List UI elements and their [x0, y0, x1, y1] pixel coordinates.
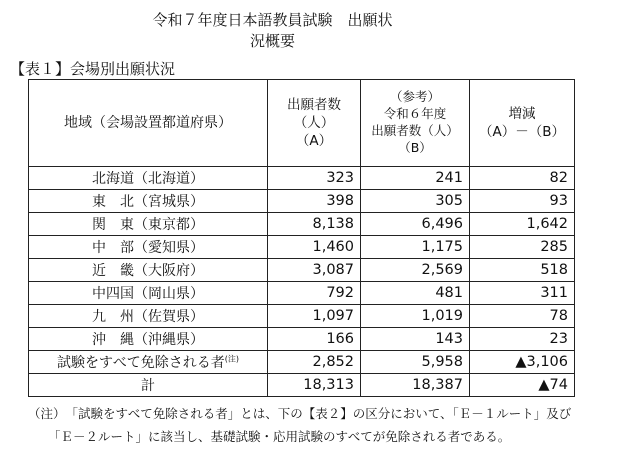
difference-cell-text: 23	[549, 331, 568, 347]
applicants-b-cell-text: 305	[435, 193, 463, 209]
applicants-b-cell	[361, 282, 470, 305]
region-cell	[29, 328, 268, 351]
difference-cell	[470, 167, 575, 190]
region-cell-text: 九 州（佐賀県）	[92, 309, 204, 325]
table-row	[29, 259, 575, 282]
header-a-line: （人）	[293, 114, 335, 131]
applicants-b-cell-text: 5,958	[421, 354, 463, 370]
difference-cell	[470, 213, 575, 236]
applicants-b-cell	[361, 213, 470, 236]
table-row	[29, 236, 575, 259]
applicants-a-cell-text: 323	[326, 170, 354, 186]
applicants-a-cell-text: 2,852	[312, 354, 354, 370]
difference-cell-text: 78	[549, 308, 568, 324]
region-cell-text: 東 北（宮城県）	[92, 194, 204, 210]
applicants-a-cell-text: 18,313	[303, 377, 354, 393]
table-row	[29, 167, 575, 190]
applicants-a-cell-text: 3,087	[312, 262, 354, 278]
applicants-b-cell	[361, 305, 470, 328]
applicants-a-cell-text: 1,460	[312, 239, 354, 255]
region-cell	[29, 213, 268, 236]
difference-cell	[470, 351, 575, 374]
applicants-a-cell-text: 398	[326, 193, 354, 209]
applicants-b-cell-text: 18,387	[412, 377, 463, 393]
footnote-line-2: 「Ｅ－２ルート」に該当し、基礎試験・応用試験のすべてが免除される者である。	[48, 429, 511, 444]
region-cell-text: 中 部（愛知県）	[92, 240, 204, 256]
header-b-line: 出願者数（人）	[371, 123, 459, 138]
difference-cell	[470, 236, 575, 259]
region-cell	[29, 282, 268, 305]
table-row	[29, 282, 575, 305]
applicants-b-cell	[361, 167, 470, 190]
header-a-line: （A）	[295, 133, 333, 150]
region-cell-text: 試験をすべて免除される者	[57, 355, 225, 371]
difference-cell-text: 93	[549, 193, 568, 209]
table-row	[29, 374, 575, 397]
applicants-a-cell	[268, 374, 361, 397]
header-region: 地域（会場設置都道府県）	[29, 80, 268, 167]
region-cell	[29, 236, 268, 259]
applicants-b-cell-text: 2,569	[421, 262, 463, 278]
difference-cell-text: ▲3,106	[515, 354, 568, 370]
note-mark: (注)	[224, 354, 239, 364]
applicants-a-cell	[268, 282, 361, 305]
applicants-a-cell	[268, 328, 361, 351]
region-cell-text: 北海道（北海道）	[92, 171, 204, 187]
region-cell	[29, 351, 268, 374]
difference-cell-text: 1,642	[526, 216, 568, 232]
region-cell	[29, 167, 268, 190]
header-b-line: （B）	[398, 139, 432, 155]
applicants-b-cell	[361, 374, 470, 397]
table-caption: 【表１】会場別出願状況	[10, 60, 176, 78]
applicants-b-cell	[361, 351, 470, 374]
region-cell-text: 計	[141, 378, 155, 394]
region-cell	[29, 190, 268, 213]
difference-cell	[470, 328, 575, 351]
header-a	[268, 80, 361, 167]
applicants-b-cell-text: 143	[435, 331, 463, 347]
region-cell-text: 関 東（東京都）	[92, 217, 204, 233]
applicants-a-cell	[268, 236, 361, 259]
region-cell	[29, 374, 268, 397]
applications-table	[28, 79, 575, 397]
region-cell-text: 中四国（岡山県）	[92, 286, 204, 302]
table-row	[29, 328, 575, 351]
difference-cell	[470, 259, 575, 282]
header-b-line: 令和６年度	[383, 106, 447, 122]
difference-cell-text: 311	[540, 285, 568, 301]
difference-cell	[470, 282, 575, 305]
region-cell-text: 沖 縄（沖縄県）	[92, 332, 204, 348]
applicants-b-cell-text: 1,019	[421, 308, 463, 324]
header-b	[361, 80, 470, 167]
table-row	[29, 351, 575, 374]
applicants-a-cell	[268, 351, 361, 374]
header-diff-line: （A）－（B）	[479, 124, 565, 140]
applicants-a-cell	[268, 167, 361, 190]
header-a-line: 出願者数	[287, 96, 341, 113]
applicants-a-cell	[268, 213, 361, 236]
applicants-a-cell-text: 792	[326, 285, 354, 301]
difference-cell-text: ▲74	[538, 377, 568, 393]
table-row	[29, 213, 575, 236]
applicants-b-cell-text: 1,175	[421, 239, 463, 255]
applicants-b-cell-text: 241	[435, 170, 463, 186]
difference-cell	[470, 374, 575, 397]
region-cell	[29, 259, 268, 282]
table-header-row	[29, 80, 575, 167]
applicants-b-cell	[361, 190, 470, 213]
applicants-a-cell	[268, 305, 361, 328]
difference-cell-text: 285	[540, 239, 568, 255]
applicants-a-cell-text: 166	[326, 331, 354, 347]
applicants-a-cell	[268, 259, 361, 282]
difference-cell-text: 82	[549, 170, 568, 186]
page-title: 令和７年度日本語教員試験 出願状況概要	[152, 11, 393, 50]
table-row	[29, 305, 575, 328]
header-diff-line: 増減	[508, 105, 536, 122]
applicants-b-cell	[361, 236, 470, 259]
applicants-a-cell-text: 1,097	[312, 308, 354, 324]
difference-cell	[470, 305, 575, 328]
header-b-line: （参考）	[389, 89, 440, 105]
difference-cell-text: 518	[540, 262, 568, 278]
region-cell-text: 近 畿（大阪府）	[92, 263, 204, 279]
table-row	[29, 190, 575, 213]
applicants-b-cell	[361, 259, 470, 282]
applicants-b-cell-text: 481	[435, 285, 463, 301]
applicants-a-cell	[268, 190, 361, 213]
difference-cell	[470, 190, 575, 213]
footnote-line-1: （注） 「試験をすべて免除される者」とは、下の【表２】の区分において、「Ｅ－１ルート」及び	[28, 406, 572, 421]
header-diff	[470, 80, 575, 167]
region-cell	[29, 305, 268, 328]
applicants-b-cell-text: 6,496	[421, 216, 463, 232]
applicants-a-cell-text: 8,138	[312, 216, 354, 232]
applicants-b-cell	[361, 328, 470, 351]
